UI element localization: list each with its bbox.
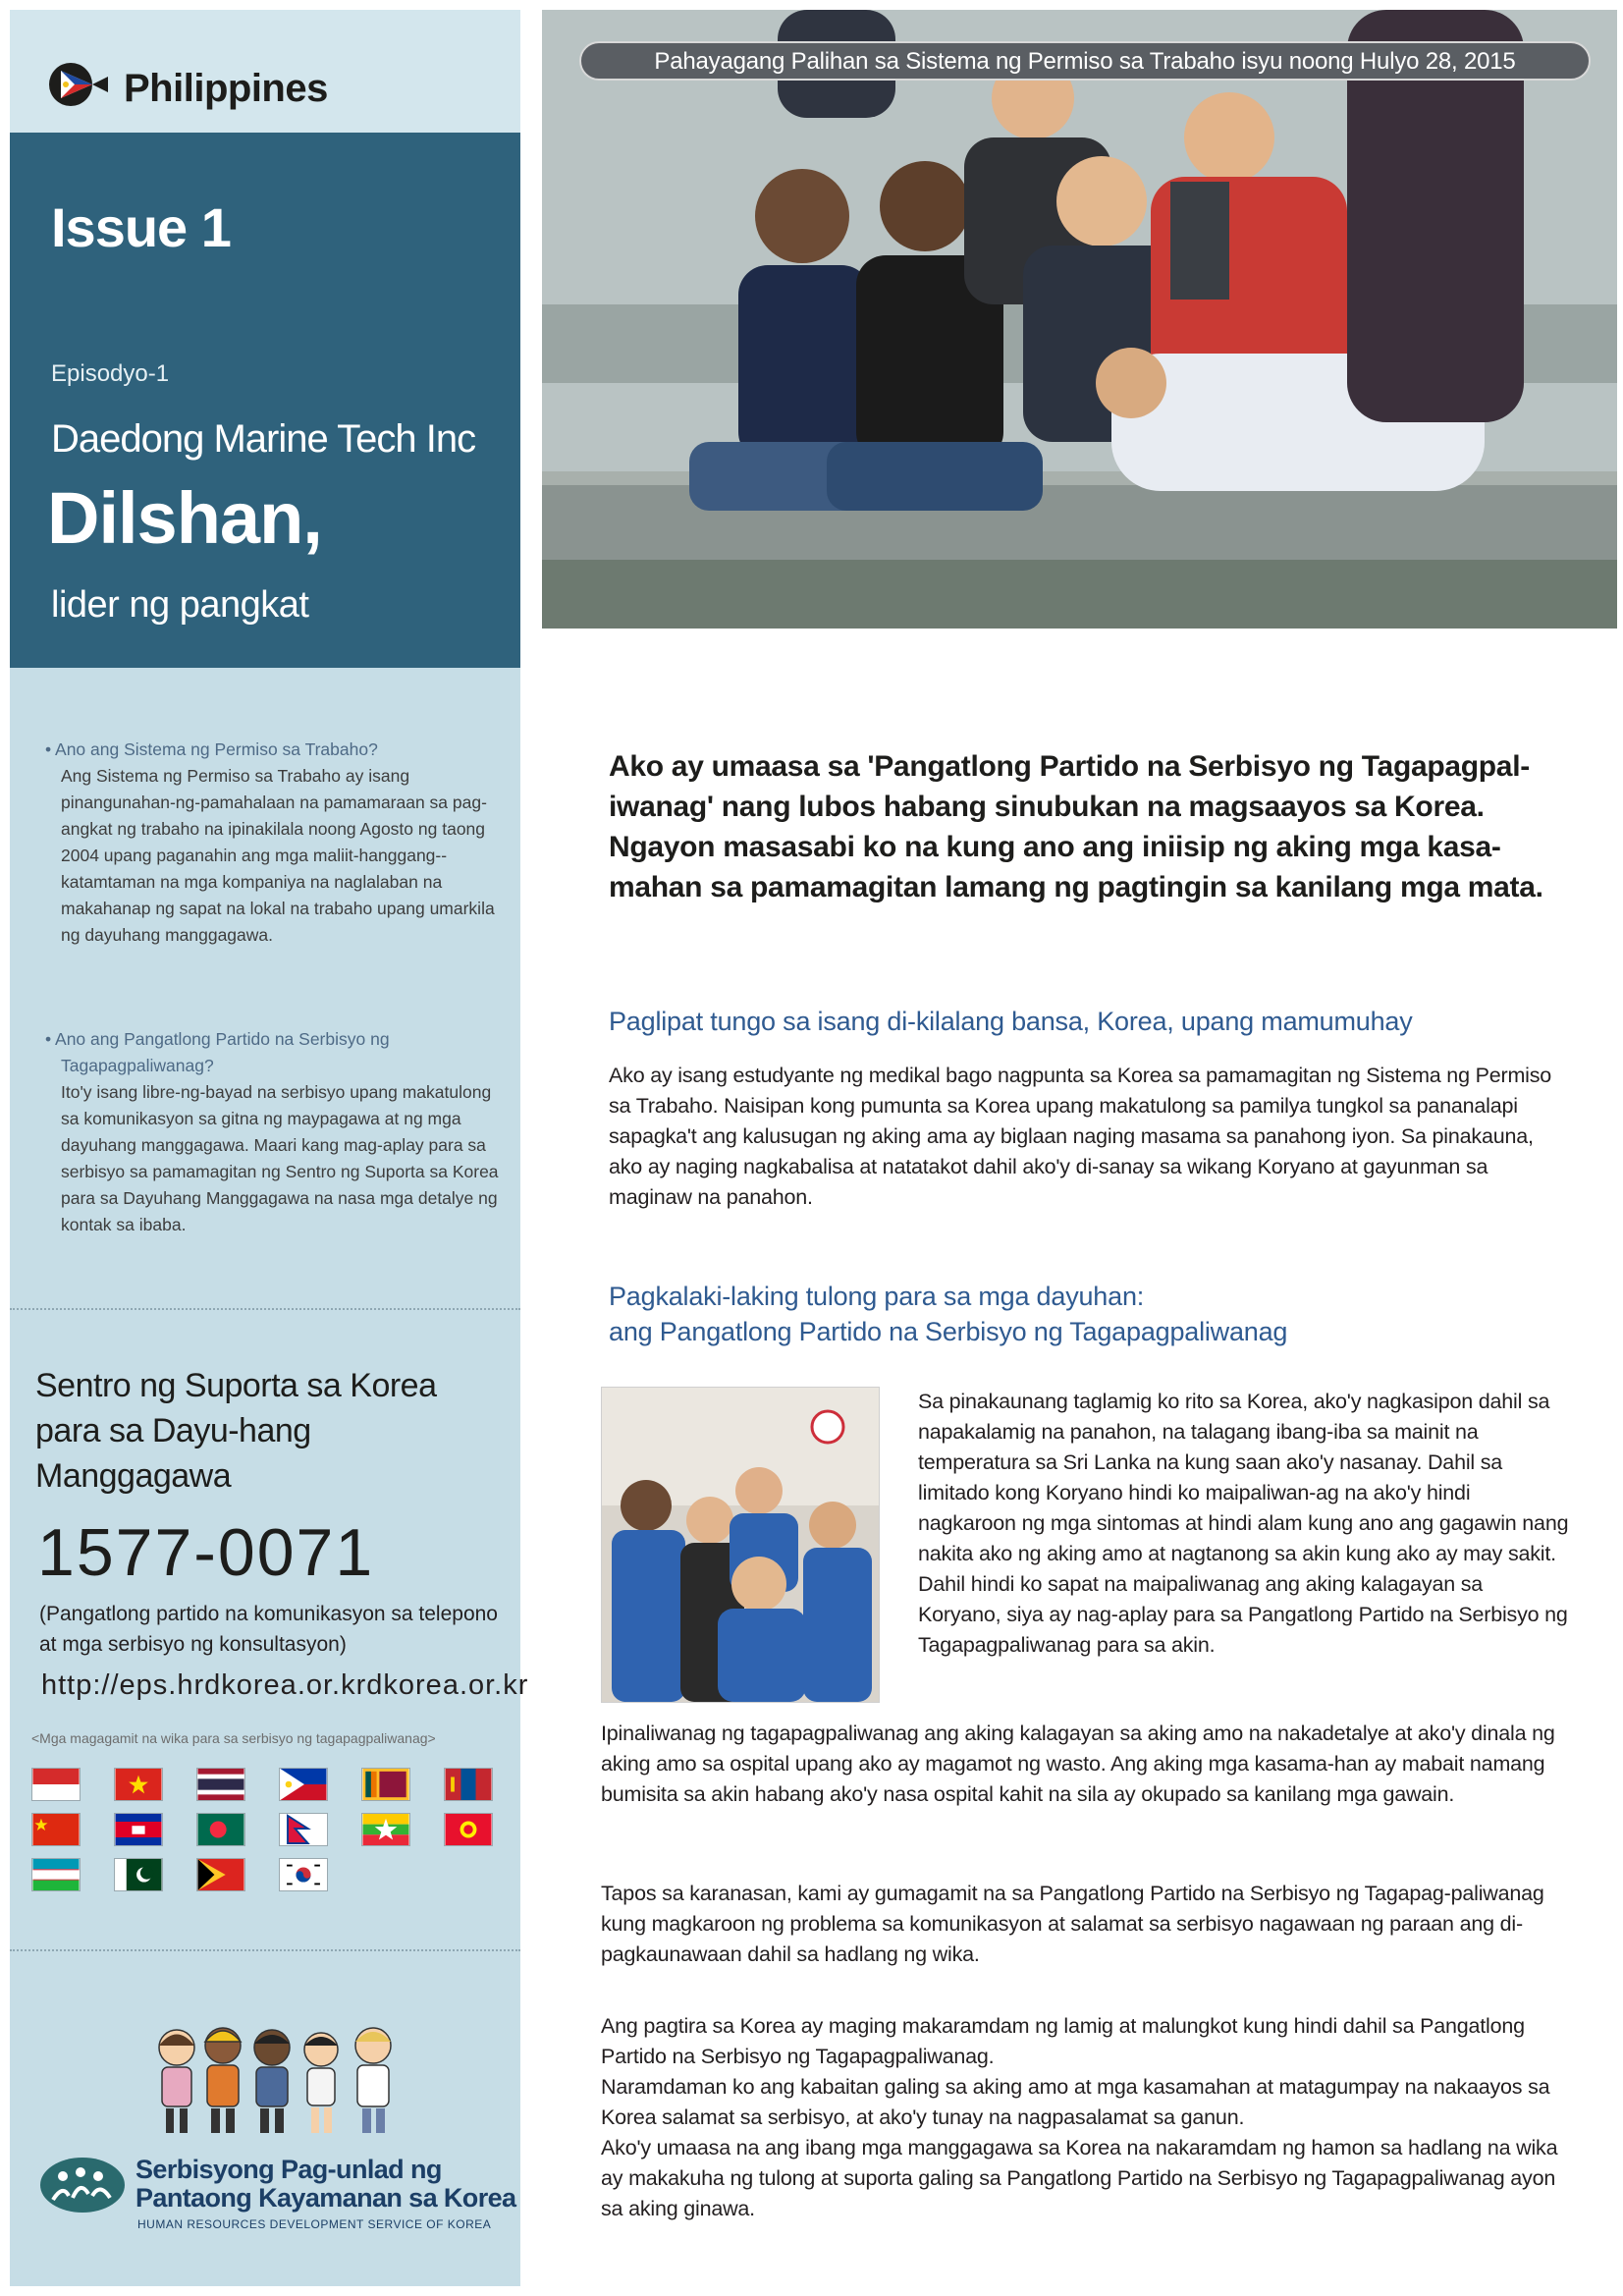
faq-item [45, 1026, 507, 1238]
myanmar-flag-icon [361, 1813, 410, 1846]
website-link[interactable]: http://eps.hrdkorea.or.krdkorea.or.kr [41, 1669, 529, 1701]
divider [10, 1949, 520, 1951]
timor-leste-flag-icon [196, 1858, 245, 1891]
paragraph [601, 2011, 1571, 2224]
china-flag-icon [31, 1813, 81, 1846]
faq-question: • Ano ang Pangatlong Partido na Serbisyo ng Tagapagpaliwanag? [45, 1026, 507, 1079]
sri-lanka-flag-icon [361, 1768, 410, 1801]
issue-number: Issue 1 [51, 196, 231, 258]
thailand-flag-icon [196, 1768, 245, 1801]
bangladesh-flag-icon [196, 1813, 245, 1846]
lead-quote: Ako ay umaasa sa 'Pangatlong Partido na Serbisyo ng Tagapagpal-iwanag' nang lubos habang sinubukan na magsaayos sa Korea. Ngayon masasabi ko na kung ano ang iniisip ng aking mga kasa-mahan sa pamamagitan lamang ng pagtingin sa kanilang mga mata. [609, 750, 1543, 903]
section-heading-line: Pagkalaki-laking tulong para sa mga dayuhan: [609, 1282, 1145, 1311]
uzbekistan-flag-icon [31, 1858, 81, 1891]
company-name: Daedong Marine Tech Inc [51, 417, 476, 461]
organization-name [135, 2156, 515, 2213]
paragraph-line: Naramdaman ko ang kabaitan galing sa aking amo at mga kasamahan at matagumpay na nakaayos sa Korea salamat sa serbisyo, at ako'y tunay na nagpasalamat sa ganun. [601, 2075, 1550, 2129]
phone-number[interactable]: 1577-0071 [37, 1515, 375, 1590]
section-heading-line: ang Pangatlong Partido na Serbisyo ng Tagapagpaliwanag [609, 1317, 1288, 1346]
cambodia-flag-icon [114, 1813, 163, 1846]
indonesia-flag-icon [31, 1768, 81, 1801]
section-heading: Paglipat tungo sa isang di-kilalang bansa, Korea, upang mamumuhay [609, 1007, 1413, 1036]
person-name: Dilshan, [47, 477, 322, 559]
country-name: Philippines [124, 67, 328, 110]
vietnam-flag-icon [114, 1768, 163, 1801]
episode-title-block [10, 133, 520, 668]
group-photo [542, 10, 1617, 629]
mongolia-flag-icon [444, 1768, 493, 1801]
faq-answer: Ito'y isang libre-ng-bayad na serbisyo upang makatulong sa komunikasyon sa gitna ng maypagawa at ng mga dayuhang manggagawa. Maari kang mag-aplay para sa serbisyo sa pamamagitan ng Sentro ng Suporta sa Korea para sa Dayuhang Manggagawa na nasa mga detalye ng kontak sa ibaba. [61, 1082, 499, 1234]
paragraph: Sa pinakaunang taglamig ko rito sa Korea, ako'y nagkasipon dahil sa napakalamig na panahon, na talagang ibang-iba sa mainit na temperatura sa Sri Lanka na kung saan ako'y nasanay. Dahil sa limitado kong Koryano hindi ko maipaliwan-ag na ako'y hindi nagkaroon ng mga sintomas at hindi alam kung ano ang gagawin nang nakita ako ng aking amo at nagtanong sa akin kung ako ay may sakit. Dahil hindi ko sapat na maipaliwanag ang aking kalagayan sa Koryano, siya ay nag-aplay para sa Pangatlong Partido na Serbisyo ng Tagapagpaliwanag para sa akin. [918, 1390, 1569, 1657]
newsletter-banner [579, 41, 1591, 81]
group-photo-illustration [542, 10, 1617, 629]
organization-name-line: Serbisyong Pag-unlad ng [135, 2155, 442, 2184]
paragraph: Ako ay isang estudyante ng medikal bago nagpunta sa Korea sa pamamagitan ng Sistema ng Permiso sa Trabaho. Naisipan kong pumunta sa Korea upang makatulong sa pamilya tungkol sa pananalapi sapagka't ang kalusugan ng aking ama ay biglaan naging masama sa panahong iyon. Sa pinakauna, ako ay naging nagkabalisa at natatakot dahil ako'y di-sanay sa wikang Koryano at gayunman sa maginaw na panahon. [609, 1064, 1552, 1209]
paragraph: Ipinaliwanag ng tagapagpaliwanag ang aking kalagayan sa aking amo na nakadetalye at ako'y dinala ng aking amo sa ospital upang ako ay magamot ng wasto. Ang aking mga kasama-han ay mabait namang bumisita sa akin habang ako'y nasa ospital kahit na sila ay okupado sa kanilang mga gawain. [601, 1722, 1555, 1806]
paragraph-line: Ako'y umaasa na ang ibang mga manggagawa sa Korea na nakaramdam ng hamon sa hadlang na wika ay makakuha ng tulong at suporta galing sa Pangatlong Partido na Serbisyo ng Tagapagpaliwanag ayon sa aking ginawa. [601, 2136, 1558, 2220]
faq-answer: Ang Sistema ng Permiso sa Trabaho ay isang pinangunahan-ng-pamahalaan na pamamaraan sa pag-angkat ng trabaho na ipinakilala noong Agosto ng taong 2004 upang paganahin ang mga maliit-hanggang--katamtaman na mga kompaniya na naglalaban na makahanap ng sapat na lokal na trabaho upang umarkila ng dayuhang manggagawa. [61, 766, 495, 945]
korea-flag-icon [279, 1858, 328, 1891]
faq-question: • Ano ang Sistema ng Permiso sa Trabaho? [45, 737, 507, 763]
support-center-title: Sentro ng Suporta sa Korea para sa Dayu-hang Manggagawa [35, 1367, 437, 1495]
faq-item [45, 737, 507, 949]
kyrgyzstan-flag-icon [444, 1813, 493, 1846]
hrd-korea-logo-icon [39, 2157, 126, 2214]
philippines-flag-icon [279, 1768, 328, 1801]
newsletter-banner-text: Pahayagang Palihan sa Sistema ng Permiso sa Trabaho isyu noong Hulyo 28, 2015 [654, 48, 1516, 75]
episode-label: Episodyo-1 [51, 360, 170, 387]
organization-name-english: HUMAN RESOURCES DEVELOPMENT SERVICE OF KOREA [137, 2217, 492, 2231]
inset-photo [601, 1387, 880, 1703]
pakistan-flag-icon [114, 1858, 163, 1891]
nepal-flag-icon [279, 1813, 328, 1846]
paragraph-line: Ang pagtira sa Korea ay maging makaramdam ng lamig at malungkot kung hindi dahil sa Pangatlong Partido na Serbisyo ng Tagapagpaliwanag. [601, 2014, 1525, 2068]
mascot-characters-illustration [152, 2018, 417, 2141]
languages-caption: <Mga magagamit na wika para sa serbisyo ng tagapagpaliwanag> [31, 1730, 436, 1746]
sidebar [10, 10, 529, 2286]
sidebar-header [10, 10, 520, 133]
paragraph: Tapos sa karanasan, kami ay gumagamit na sa Pangatlong Partido na Serbisyo ng Tagapag-paliwanag kung magkaroon ng problema sa komunikasyon at salamat sa serbisyo nagawaan ng paraan ang di-pagkaunawaan dahil sa hadlang ng wika. [601, 1882, 1544, 1966]
section-heading [609, 1279, 1576, 1349]
philippines-flag-icon [47, 61, 114, 108]
divider [10, 1308, 520, 1310]
organization-name-line: Pantaong Kayamanan sa Korea [135, 2183, 516, 2213]
phone-note: (Pangatlong partido na komunikasyon sa telepono at mga serbisyo ng konsultasyon) [39, 1603, 498, 1656]
person-role: lider ng pangkat [51, 584, 309, 626]
inset-photo-illustration [602, 1388, 879, 1702]
